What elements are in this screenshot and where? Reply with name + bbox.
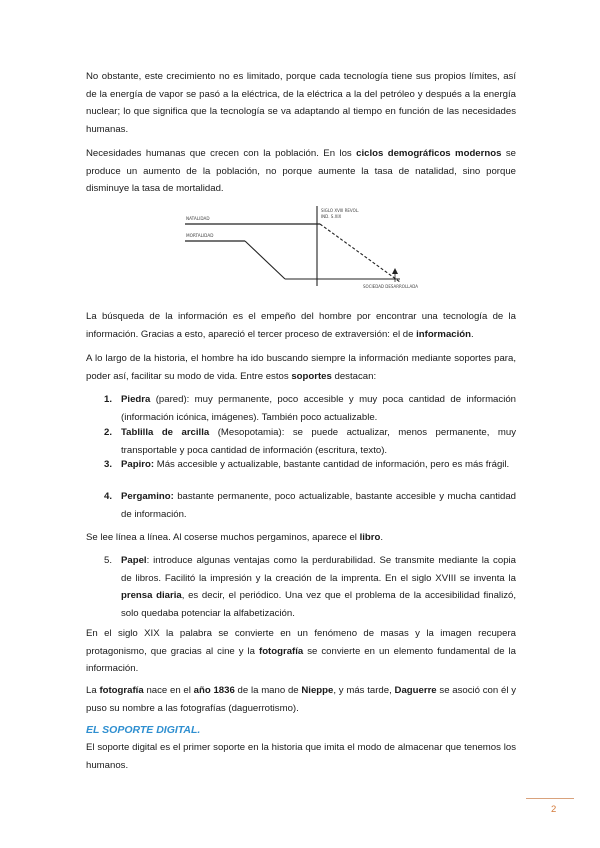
paragraph-xix-century: En el siglo XIX la palabra se convierte en un fenómeno de masas y la imagen recupera protagonismo, que gracias al cine y la fotografía se convierte en un elemento fundamental de la información. bbox=[86, 628, 516, 674]
paragraph-information-search: La búsqueda de la información es el empeño del hombre por encontrar una tecnología de la información. Gracias a esto, apareció el tercer proceso de extraversión: el de información. bbox=[86, 311, 516, 340]
paragraph-technology-limits: No obstante, este crecimiento no es limitado, porque cada tecnología tiene sus propios límites, así de la energía de vapor se pasó a la eléctrica, de la eléctrica a la del petróleo y después a la energía nuclear; lo que significa que la tecnología se va adaptando al tiempo en función de las necesidades humanas. bbox=[86, 71, 516, 135]
label-natalidad: NATALIDAD bbox=[186, 216, 210, 221]
arrow-icon bbox=[392, 268, 398, 274]
section-heading-digital: EL SOPORTE DIGITAL. bbox=[86, 724, 201, 736]
paragraph-demographic-cycles: Necesidades humanas que crecen con la población. En los ciclos demográficos modernos se produce un aumento de la población, no porque aumente la tasa de natalidad, sino porque disminuye la tasa de mortalidad. bbox=[86, 148, 516, 194]
label-mortalidad: MORTALIDAD bbox=[186, 233, 214, 238]
mortalidad-decline-line bbox=[245, 241, 285, 279]
page-number: 2 bbox=[551, 804, 557, 815]
paragraph-supports: A lo largo de la historia, el hombre ha ido buscando siempre la información mediante soportes para, poder así, facilitar su modo de vida. Entre estos soportes destacan: bbox=[86, 353, 516, 382]
list-number: 2. bbox=[104, 427, 113, 438]
list-item-paper: Papel: introduce algunas ventajas como la perdurabilidad. Se transmite mediante la copia de libros. Facilitó la impresión y la creación de la imprenta. En el siglo XVIII se inventa la prensa diaria, es decir, el periódico. Una vez que el problema de la accesibilidad finalizó, solo quedaba potenciar la alfabetización. bbox=[121, 555, 516, 619]
label-top: SIGLO XVIII REVOL. bbox=[321, 208, 360, 213]
list-item: Tablilla de arcilla (Mesopotamia): se puede actualizar, menos permanente, muy transportable y poca cantidad de información (escritura, texto). bbox=[121, 427, 516, 456]
label-top-2: IND. S.XIX bbox=[321, 214, 342, 219]
list-number: 4. bbox=[104, 491, 113, 502]
paragraph-book: Se lee línea a línea. Al coserse muchos pergaminos, aparece el libro. bbox=[86, 532, 384, 543]
natalidad-decline-line bbox=[320, 224, 400, 282]
paragraph-photography: La fotografía nace en el año 1836 de la mano de Nieppe, y más tarde, Daguerre se asoció con él y puso su nombre a las fotografías (daguerrotismo). bbox=[86, 685, 516, 714]
label-bottom: SOCIEDAD DESARROLLADA bbox=[363, 284, 418, 289]
demographic-chart bbox=[185, 204, 430, 294]
list-number: 1. bbox=[104, 394, 113, 405]
list-item: Papiro: Más accesible y actualizable, bastante cantidad de información, pero es más frágil. bbox=[121, 459, 510, 470]
list-number: 5. bbox=[104, 555, 113, 566]
footer-divider bbox=[526, 798, 574, 799]
paragraph-digital-support: El soporte digital es el primer soporte en la historia que imita el modo de almacenar que tenemos los humanos. bbox=[86, 742, 516, 771]
list-item: Piedra (pared): muy permanente, poco accesible y muy poca cantidad de información (información icónica, imágenes). También poco actualizable. bbox=[121, 394, 516, 423]
list-number: 3. bbox=[104, 459, 113, 470]
list-item: Pergamino: bastante permanente, poco actualizable, bastante accesible y mucha cantidad de información. bbox=[121, 491, 516, 520]
